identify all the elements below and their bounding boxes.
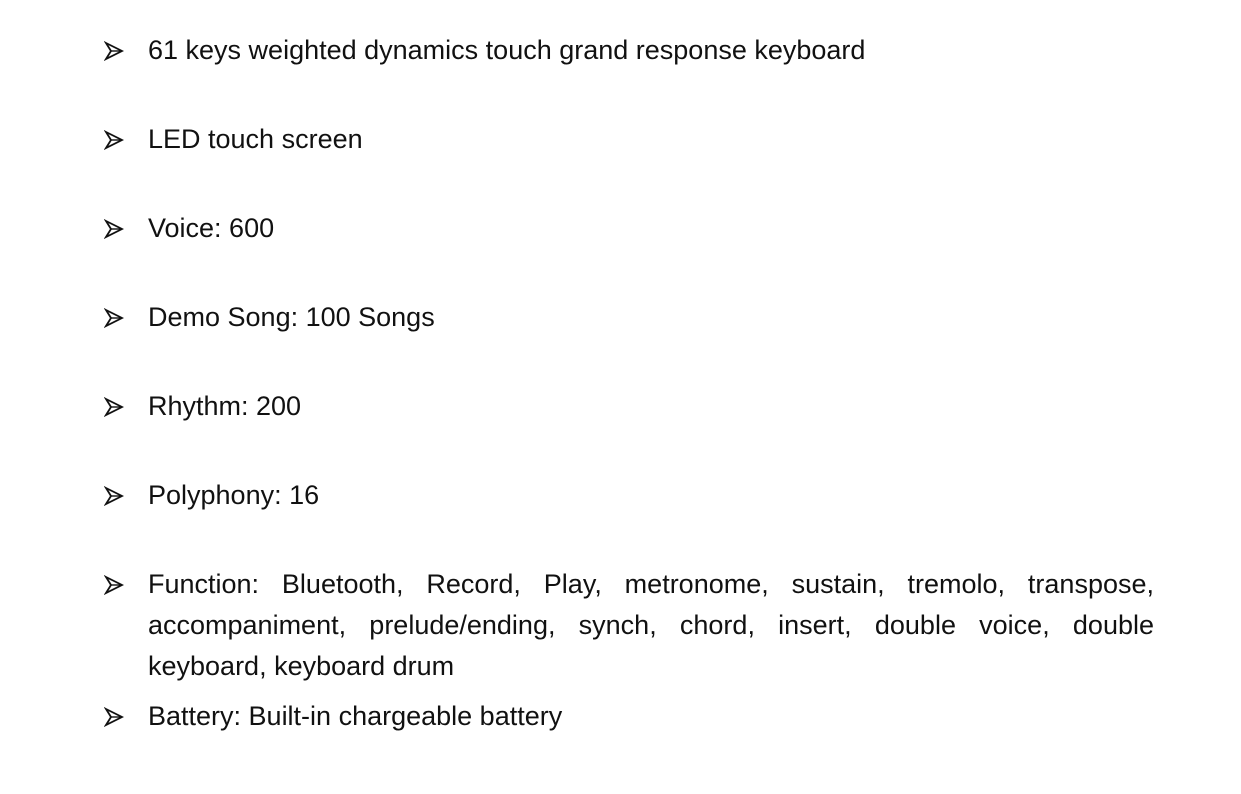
arrowhead-bullet-icon: [104, 564, 148, 605]
spec-text: Function: Bluetooth, Record, Play, metronome, sustain, tremolo, transpose, accompaniment, prelude/ending, synch, chord, insert, double voice, double keyboard, keyboard drum: [148, 569, 1154, 681]
spec-text: 61 keys weighted dynamics touch grand response keyboard: [148, 35, 866, 65]
list-item: [104, 208, 1154, 249]
spec-text: LED touch screen: [148, 124, 363, 154]
arrowhead-bullet-icon: [104, 696, 148, 737]
spec-text: Rhythm: 200: [148, 391, 302, 421]
list-item: [104, 297, 1154, 338]
arrowhead-bullet-icon: [104, 119, 148, 160]
arrowhead-bullet-icon: [104, 475, 148, 516]
arrowhead-bullet-icon: [104, 30, 148, 71]
list-item: [104, 386, 1154, 427]
spec-text: Demo Song: 100 Songs: [148, 302, 435, 332]
arrowhead-bullet-icon: [104, 297, 148, 338]
list-item: [104, 696, 1154, 737]
list-item: [104, 475, 1154, 516]
list-item: [104, 119, 1154, 160]
spec-text: Battery: Built-in chargeable battery: [148, 701, 563, 731]
spec-text: Voice: 600: [148, 213, 275, 243]
arrowhead-bullet-icon: [104, 386, 148, 427]
spec-text: Polyphony: 16: [148, 480, 320, 510]
list-item: [104, 30, 1154, 71]
arrowhead-bullet-icon: [104, 208, 148, 249]
list-item: [104, 564, 1154, 687]
